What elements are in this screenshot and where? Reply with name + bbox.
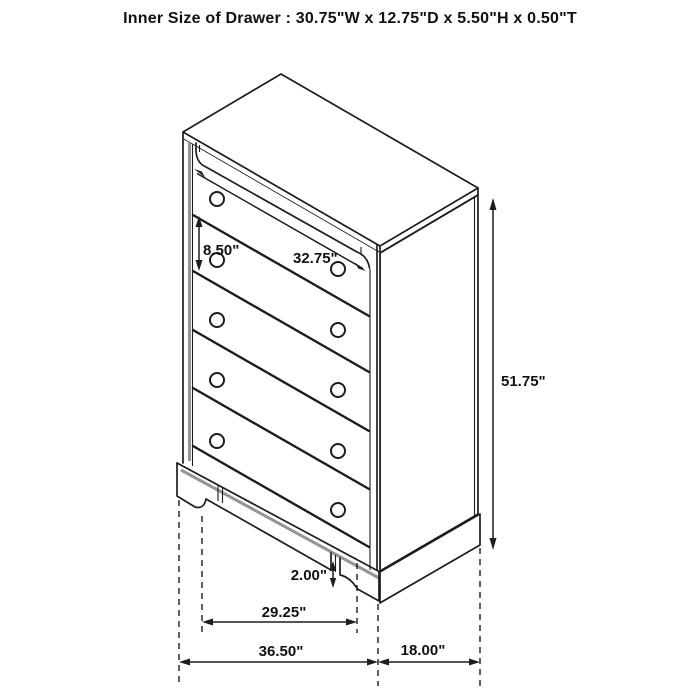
label-drawer-opening-width: 32.75" — [293, 250, 338, 267]
drawer-knob — [210, 373, 224, 387]
diagram-title: Inner Size of Drawer : 30.75"W x 12.75"D x 5.50"H x 0.50"T — [123, 10, 577, 27]
label-overall-height: 51.75" — [501, 373, 546, 390]
drawer-knob — [210, 434, 224, 448]
label-drawer-front-height: 8.50" — [203, 242, 240, 259]
dimension-between-feet — [202, 604, 357, 626]
drawer-knob — [331, 323, 345, 337]
label-overall-depth: 18.00" — [400, 642, 446, 659]
drawer-knob — [331, 503, 345, 517]
label-overall-width: 36.50" — [258, 643, 304, 660]
label-base-foot-height: 2.00" — [290, 567, 327, 584]
drawer-knob — [210, 192, 224, 206]
label-between-feet: 29.25" — [261, 604, 307, 621]
dimension-overall-height — [490, 198, 546, 550]
dimension-overall-width — [179, 643, 378, 666]
drawer-knob — [331, 444, 345, 458]
chest-side-face — [380, 195, 478, 571]
drawer-knob — [210, 313, 224, 327]
dimension-overall-depth — [378, 642, 480, 666]
drawer-knob — [331, 383, 345, 397]
